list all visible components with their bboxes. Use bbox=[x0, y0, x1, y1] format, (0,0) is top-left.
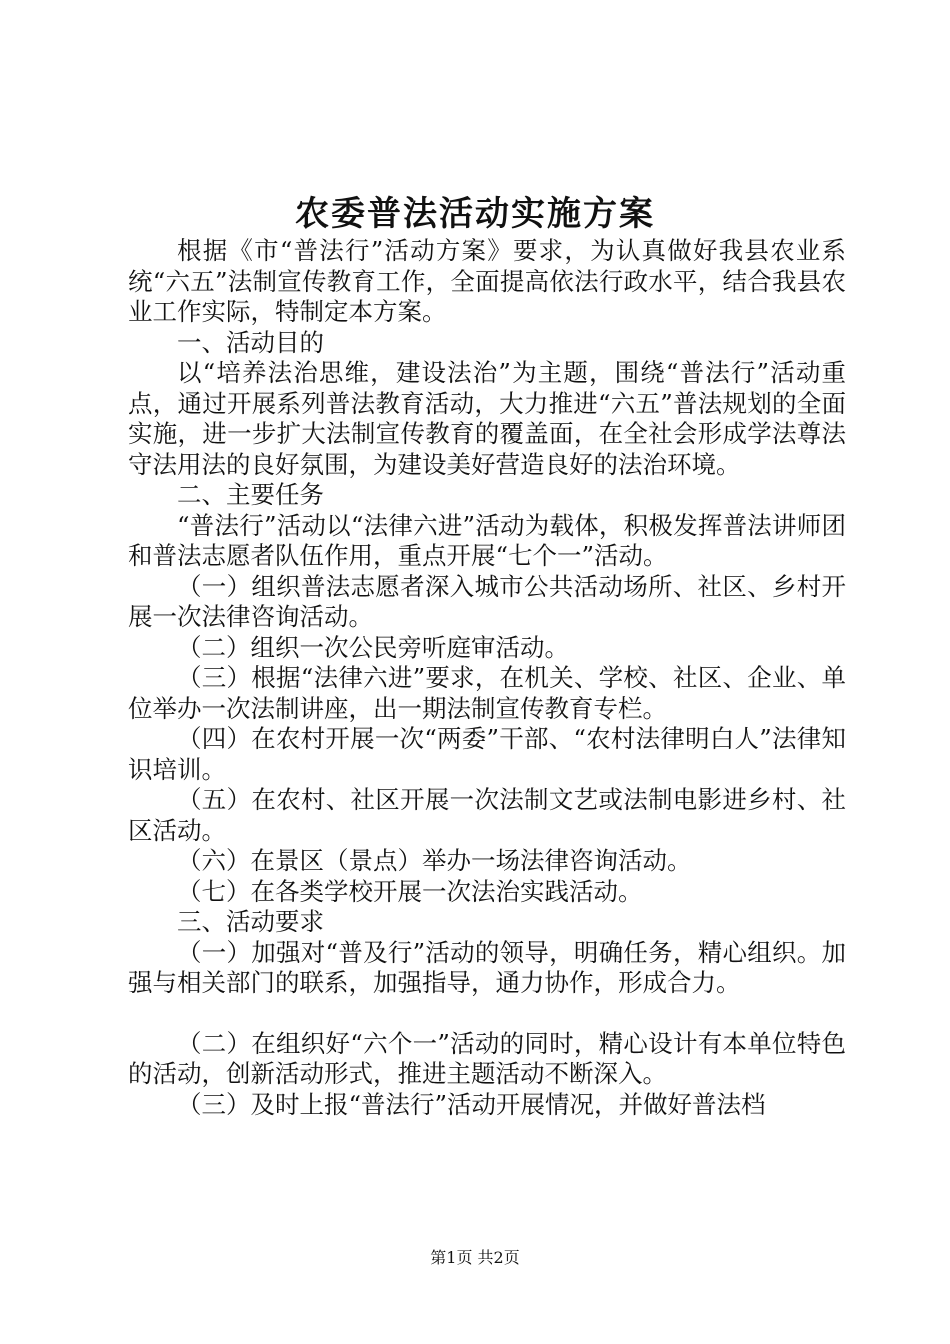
document-body bbox=[128, 236, 846, 1120]
paragraph-tasks: “普法行”活动以“法律六进”活动为载体，积极发挥普法讲师团和普法志愿者队伍作用，重点开展“七个一”活动。 bbox=[128, 510, 846, 570]
document-title: 农委普法活动实施方案 bbox=[295, 194, 655, 234]
heading-main-tasks: 二、主要任务 bbox=[177, 480, 324, 509]
heading-requirements: 三、活动要求 bbox=[177, 907, 324, 936]
task-item-2: （二）组织一次公民旁听庭审活动。 bbox=[177, 632, 569, 662]
task-item-5: （五）在农村、社区开展一次法制文艺或法制电影进乡村、社区活动。 bbox=[128, 785, 846, 845]
task-item-4: （四）在农村开展一次“两委”干部、“农村法律明白人”法律知识培训。 bbox=[128, 724, 846, 784]
task-item-3: （三）根据“法律六进”要求，在机关、学校、社区、企业、单位举办一次法制讲座，出一期法制宣传教育专栏。 bbox=[128, 663, 846, 723]
task-item-6: （六）在景区（景点）举办一场法律咨询活动。 bbox=[177, 846, 692, 875]
heading-activity-purpose: 一、活动目的 bbox=[177, 327, 324, 357]
task-item-7: （七）在各类学校开展一次法治实践活动。 bbox=[177, 876, 643, 906]
task-item-1: （一）组织普法志愿者深入城市公共活动场所、社区、乡村开展一次法律咨询活动。 bbox=[128, 571, 846, 631]
page-indicator: 第1页 共2页 bbox=[430, 1248, 520, 1267]
requirement-item-1: （一）加强对“普及行”活动的领导，明确任务，精心组织。加强与相关部门的联系，加强指导，通力协作，形成合力。 bbox=[128, 937, 846, 997]
paragraph-intro: 根据《市“普法行”活动方案》要求，为认真做好我县农业系统“六五”法制宣传教育工作，全面提高依法行政水平，结合我县农业工作实际，特制定本方案。 bbox=[128, 236, 846, 326]
requirement-item-3: （三）及时上报“普法行”活动开展情况，并做好普法档 bbox=[177, 1089, 766, 1119]
requirement-item-2: （二）在组织好“六个一”活动的同时，精心设计有本单位特色的活动，创新活动形式，推进主题活动不断深入。 bbox=[128, 1028, 846, 1088]
paragraph-purpose: 以“培养法治思维，建设法治”为主题，围绕“普法行”活动重点，通过开展系列普法教育活动，大力推进“六五”普法规划的全面实施，进一步扩大法制宣传教育的覆盖面，在全社会形成学法尊法守法用法的良好氛围，为建设美好营造良好的法治环境。 bbox=[128, 358, 846, 479]
